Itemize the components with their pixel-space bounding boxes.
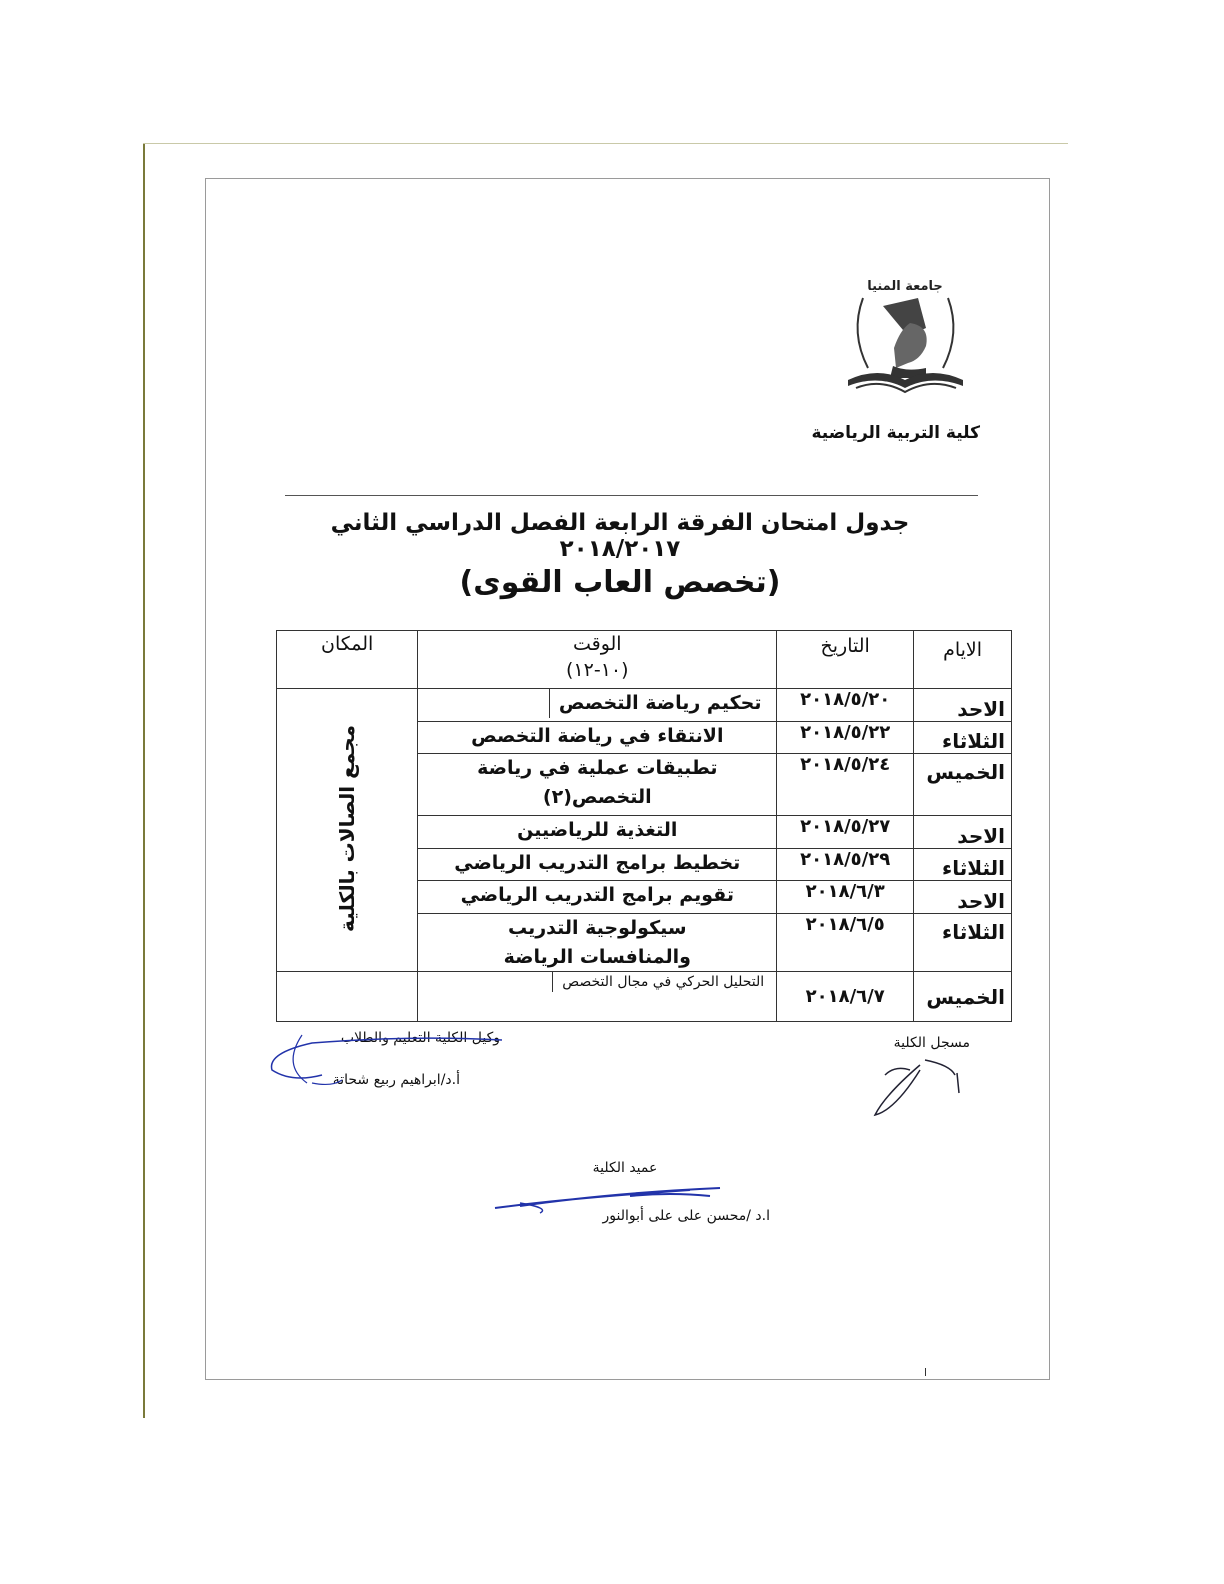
header-place: المكان: [277, 631, 418, 689]
row-date: ٢٠١٨/٦/٣: [777, 881, 914, 914]
registrar-signature: [865, 1055, 975, 1125]
row-day: الاحد: [914, 816, 1012, 849]
header-time: [418, 631, 777, 689]
row-day: الثلاثاء: [914, 722, 1012, 754]
row-subject: الانتقاء في رياضة التخصص: [418, 722, 777, 754]
svg-text:جامعة المنيا: جامعة المنيا: [867, 279, 943, 294]
exam-schedule-table: [276, 630, 1012, 1022]
university-logo: [838, 268, 973, 403]
vice-dean-signature: [262, 1025, 512, 1090]
row-subject-cell: [418, 972, 777, 1022]
row-date: ٢٠١٨/٦/٥: [777, 914, 914, 972]
row-date: ٢٠١٨/٥/٢٢: [777, 722, 914, 754]
row-day: الخميس: [914, 754, 1012, 816]
header-date: التاريخ: [777, 631, 914, 689]
row-date: ٢٠١٨/٥/٢٤: [777, 754, 914, 816]
row-subject: التحليل الحركي في مجال التخصص: [562, 974, 765, 990]
row-subject: تطبيقات عملية في رياضة التخصص(٢): [418, 754, 777, 816]
row-day: الخميس: [914, 972, 1012, 1022]
empty-subcell: [424, 689, 550, 718]
row-subject: تخطيط برامج التدريب الرياضي: [418, 849, 777, 881]
dean-name: ا.د /محسن على على أبوالنور: [602, 1208, 770, 1224]
dean-title: عميد الكلية: [592, 1160, 658, 1176]
row-date: ٢٠١٨/٥/٢٧: [777, 816, 914, 849]
header-divider: [285, 495, 978, 496]
row-subject: تقويم برامج التدريب الرياضي: [418, 881, 777, 914]
empty-subcell: [424, 972, 553, 992]
document-title: جدول امتحان الفرقة الرابعة الفصل الدراسي الثاني ٢٠١٨/٢٠١٧: [330, 510, 910, 562]
row-date: ٢٠١٨/٥/٢٠: [777, 689, 914, 722]
row-date: ٢٠١٨/٥/٢٩: [777, 849, 914, 881]
table-row: [277, 689, 1012, 722]
place-value: مجمع الصالات بالكلية: [335, 724, 360, 932]
row-subject-cell: [418, 689, 777, 722]
row-subject: سيكولوجية التدريب والمنافسات الرياضة: [418, 914, 777, 972]
vice-dean-title: وكيل الكلية التعليم والطلاب: [340, 1030, 500, 1046]
place-cell: [277, 689, 418, 972]
vice-dean-name: أ.د/ابراهيم ربيع شحاتة: [332, 1072, 460, 1088]
header-time-range: (١٠-١٢): [566, 659, 629, 681]
document-subtitle: (تخصص العاب القوى): [459, 565, 781, 600]
table-row: [277, 972, 1012, 1022]
row-date: ٢٠١٨/٦/٧: [777, 972, 914, 1022]
scan-edge: [143, 143, 145, 1418]
scan-mark: [925, 1368, 926, 1376]
header-time-label: الوقت: [572, 633, 622, 655]
table-header-row: [277, 631, 1012, 689]
row-day: الاحد: [914, 689, 1012, 722]
row-day: الثلاثاء: [914, 914, 1012, 972]
row-subject: تحكيم رياضة التخصص: [558, 692, 762, 714]
scan-edge-top: [143, 143, 1068, 144]
row-day: الثلاثاء: [914, 849, 1012, 881]
faculty-name: كلية التربية الرياضية: [811, 423, 980, 443]
row-day: الاحد: [914, 881, 1012, 914]
row-subject: التغذية للرياضيين: [418, 816, 777, 849]
header-day: الايام: [914, 631, 1012, 689]
place-cell-empty: [277, 972, 418, 1022]
registrar-title: مسجل الكلية: [893, 1035, 970, 1051]
